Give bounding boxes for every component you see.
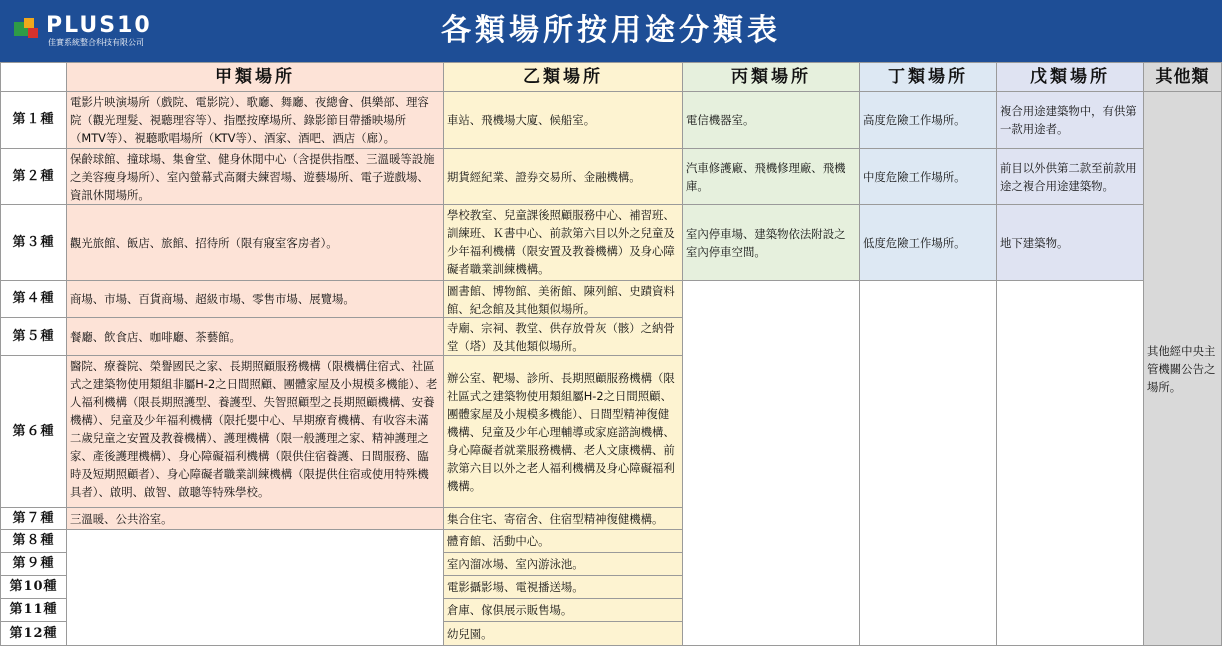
yi-cell: 電影攝影場、電視播送場。 (444, 576, 683, 599)
row-label: 第11種 (1, 599, 67, 622)
ding-empty-cell (860, 281, 997, 646)
yi-cell: 圖書館、博物館、美術館、陳列館、史蹟資料館、紀念館及其他類似場所。 (444, 281, 683, 318)
jia-cell: 餐廳、飲食店、咖啡廳、茶藝館。 (67, 318, 444, 356)
ding-cell: 中度危險工作場所。 (860, 149, 997, 205)
bing-cell: 室內停車場、建築物依法附設之室內停車空間。 (683, 205, 860, 281)
logo-wordmark: PLUS10 (46, 13, 152, 38)
row-label: 第９種 (1, 553, 67, 576)
yi-cell: 學校教室、兒童課後照顧服務中心、補習班、訓練班、Ｋ書中心、前款第六目以外之兒童及少年福利機構（限安置及教養機構）及身心障礙者職業訓練機構。 (444, 205, 683, 281)
corner-cell (1, 63, 67, 92)
row-label: 第５種 (1, 318, 67, 356)
row-label: 第３種 (1, 205, 67, 281)
row-label: 第12種 (1, 622, 67, 646)
bing-cell: 電信機器室。 (683, 92, 860, 149)
row-label: 第８種 (1, 530, 67, 553)
yi-cell: 幼兒園。 (444, 622, 683, 646)
header-bing: 丙類場所 (683, 63, 860, 92)
yi-cell: 期貨經紀業、證券交易所、金融機構。 (444, 149, 683, 205)
yi-cell: 寺廟、宗祠、教堂、供存放骨灰（骸）之納骨堂（塔）及其他類似場所。 (444, 318, 683, 356)
yi-cell: 集合住宅、寄宿舍、住宿型精神復健機構。 (444, 508, 683, 530)
header-jia: 甲類場所 (67, 63, 444, 92)
yi-cell: 倉庫、傢俱展示販售場。 (444, 599, 683, 622)
jia-cell: 商場、市場、百貨商場、超級市場、零售市場、展覽場。 (67, 281, 444, 318)
bing-cell: 汽車修護廠、飛機修理廠、飛機庫。 (683, 149, 860, 205)
header-yi: 乙類場所 (444, 63, 683, 92)
jia-cell: 三溫暖、公共浴室。 (67, 508, 444, 530)
row-label: 第４種 (1, 281, 67, 318)
header-ding: 丁類場所 (860, 63, 997, 92)
logo-subtitle: 佳實系統整合科技有限公司 (48, 38, 144, 47)
jia-cell: 電影片映演場所（戲院、電影院）、歌廳、舞廳、夜總會、俱樂部、理容院（觀光理髮、視聽理容等）、指壓按摩場所、錄影節目帶播映場所（MTV等）、視聽歌唱場所（KTV等）、酒家、酒吧、酒店（廊）。 (67, 92, 444, 149)
page-title: 各類場所按用途分類表 (441, 13, 781, 48)
wu-cell: 前目以外供第二款至前款用途之複合用途建築物。 (997, 149, 1144, 205)
row-label: 第７種 (1, 508, 67, 530)
ding-cell: 低度危險工作場所。 (860, 205, 997, 281)
yi-cell: 車站、飛機場大廈、候船室。 (444, 92, 683, 149)
jia-cell: 醫院、療養院、榮譽國民之家、長期照顧服務機構（限機構住宿式、社區式之建築物使用類組非屬H-2之日間照顧、團體家屋及小規模多機能）、老人福利機構（限長期照護型、養護型、失智照顧型之長期照顧機構、安養機構）、兒童及少年福利機構（限托嬰中心、早期療育機構、有收容未滿二歲兒童之安置及教養機構）、護理機構（限一般護理之家、精神護理之家、產後護理機構）、身心障礙福利機構（限供住宿養護、日間服務、臨時及短期照顧者）、身心障礙者職業訓練機構（限提供住宿或使用特殊機具者）、啟明、啟智、啟聰等特殊學校。 (67, 356, 444, 508)
header-wu: 戊類場所 (997, 63, 1144, 92)
header-banner (0, 0, 1222, 62)
wu-empty-cell (997, 281, 1144, 646)
yi-cell: 室內溜冰場、室內游泳池。 (444, 553, 683, 576)
row-label: 第６種 (1, 356, 67, 508)
row-label: 第１種 (1, 92, 67, 149)
yi-cell: 體育館、活動中心。 (444, 530, 683, 553)
row-label: 第10種 (1, 576, 67, 599)
wu-cell: 複合用途建築物中，有供第一款用途者。 (997, 92, 1144, 149)
jia-cell: 觀光旅館、飯店、旅館、招待所（限有寢室客房者）。 (67, 205, 444, 281)
header-other: 其他類 (1144, 63, 1222, 92)
other-cell: 其他經中央主管機關公告之場所。 (1144, 92, 1222, 646)
yi-cell: 辦公室、靶場、診所、長期照顧服務機構（限社區式之建築物使用類組屬H-2之日間照顧、團體家屋及小規模多機能）、日間型精神復健機構、兒童及少年心理輔導或家庭諮詢機構、身心障礙者就業服務機構、老人文康機構、前款第六目以外之老人福利機構及身心障礙福利機構。 (444, 356, 683, 508)
jia-cell: 保齡球館、撞球場、集會堂、健身休閒中心（含提供指壓、三溫暖等設施之美容瘦身場所）、室內螢幕式高爾夫練習場、遊藝場所、電子遊戲場、資訊休閒場所。 (67, 149, 444, 205)
classification-table (0, 62, 1222, 646)
wu-cell: 地下建築物。 (997, 205, 1144, 281)
row-label: 第２種 (1, 149, 67, 205)
bing-empty-cell (683, 281, 860, 646)
jia-empty-cell (67, 530, 444, 646)
ding-cell: 高度危險工作場所。 (860, 92, 997, 149)
